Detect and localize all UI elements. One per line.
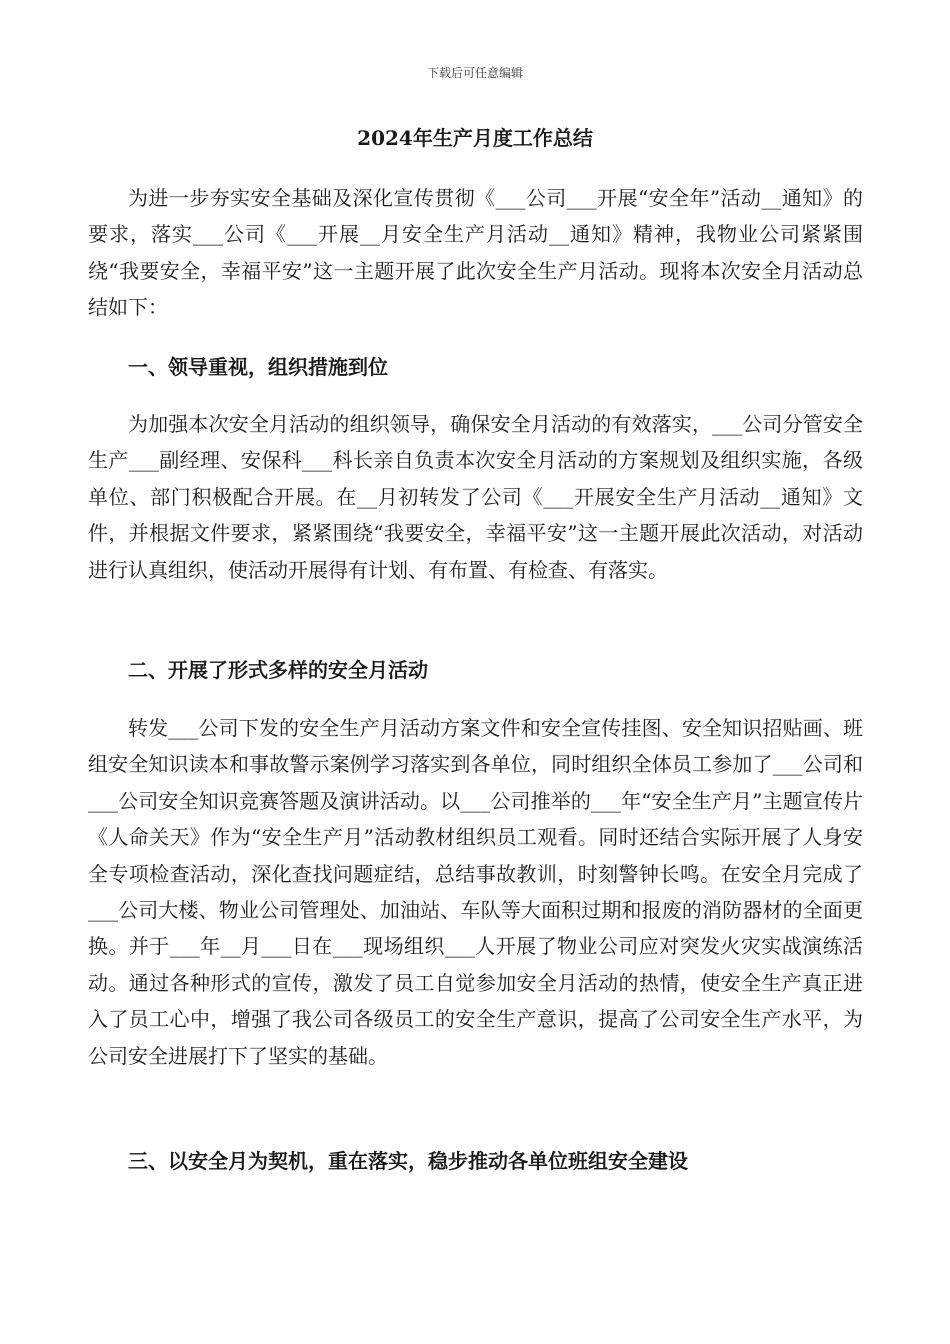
page-header-note: 下载后可任意编辑 (426, 66, 523, 80)
section-1-body-block (88, 406, 863, 588)
section-heading: 三、以安全月为契机，重在落实，稳步推动各单位班组安全建设 (128, 1149, 688, 1173)
section-2-heading-block (88, 655, 863, 685)
intro-paragraph: 为进一步夯实安全基础及深化宣传贯彻《___公司___开展“安全年”活动__通知》的要求，落实___公司《___开展__月安全生产月活动__通知》精神，我物业公司紧紧围绕“我要安全，幸福平安”这一主题开展了此次安全生产月活动。现将本次安全月活动总结如下： (88, 186, 863, 320)
section-heading: 一、领导重视，组织措施到位 (128, 355, 388, 379)
section-3-heading-block (88, 1146, 863, 1176)
intro-block (88, 180, 863, 326)
section-2-body-block (88, 710, 863, 1074)
section-body-paragraph: 转发___公司下发的安全生产月活动方案文件和安全宣传挂图、安全知识招贴画、班组安全知识读本和事故警示案例学习落实到各单位，同时组织全体员工参加了___公司和___公司安全知识竞赛答题及演讲活动。以___公司推举的___年“安全生产月”主题宣传片《人命关天》作为“安全生产月”活动教材组织员工观看。同时还结合实际开展了人身安全专项检查活动，深化查找问题症结，总结事故教训，时刻警钟长鸣。在安全月完成了___公司大楼、物业公司管理处、加油站、车队等大面积过期和报废的消防器材的全面更换。并于___年__月___日在___现场组织___人开展了物业公司应对突发火灾实战演练活动。通过各种形式的宣传，激发了员工自觉参加安全月活动的热情，使安全生产真正进入了员工心中，增强了我公司各级员工的安全生产意识，提高了公司安全生产水平，为公司安全进展打下了坚实的基础。 (88, 716, 863, 1068)
section-body-paragraph: 为加强本次安全月活动的组织领导，确保安全月活动的有效落实，___公司分管安全生产___副经理、安保科___科长亲自负责本次安全月活动的方案规划及组织实施，各级单位、部门积极配合开展。在__月初转发了公司《___开展安全生产月活动__通知》文件，并根据文件要求，紧紧围绕“我要安全，幸福平安”这一主题开展此次活动，对活动进行认真组织，使活动开展得有计划、有布置、有检查、有落实。 (88, 412, 863, 582)
section-1-heading-block (88, 352, 863, 382)
document-title: 2024年生产月度工作总结 (357, 126, 593, 150)
section-heading: 二、开展了形式多样的安全月活动 (128, 658, 428, 682)
